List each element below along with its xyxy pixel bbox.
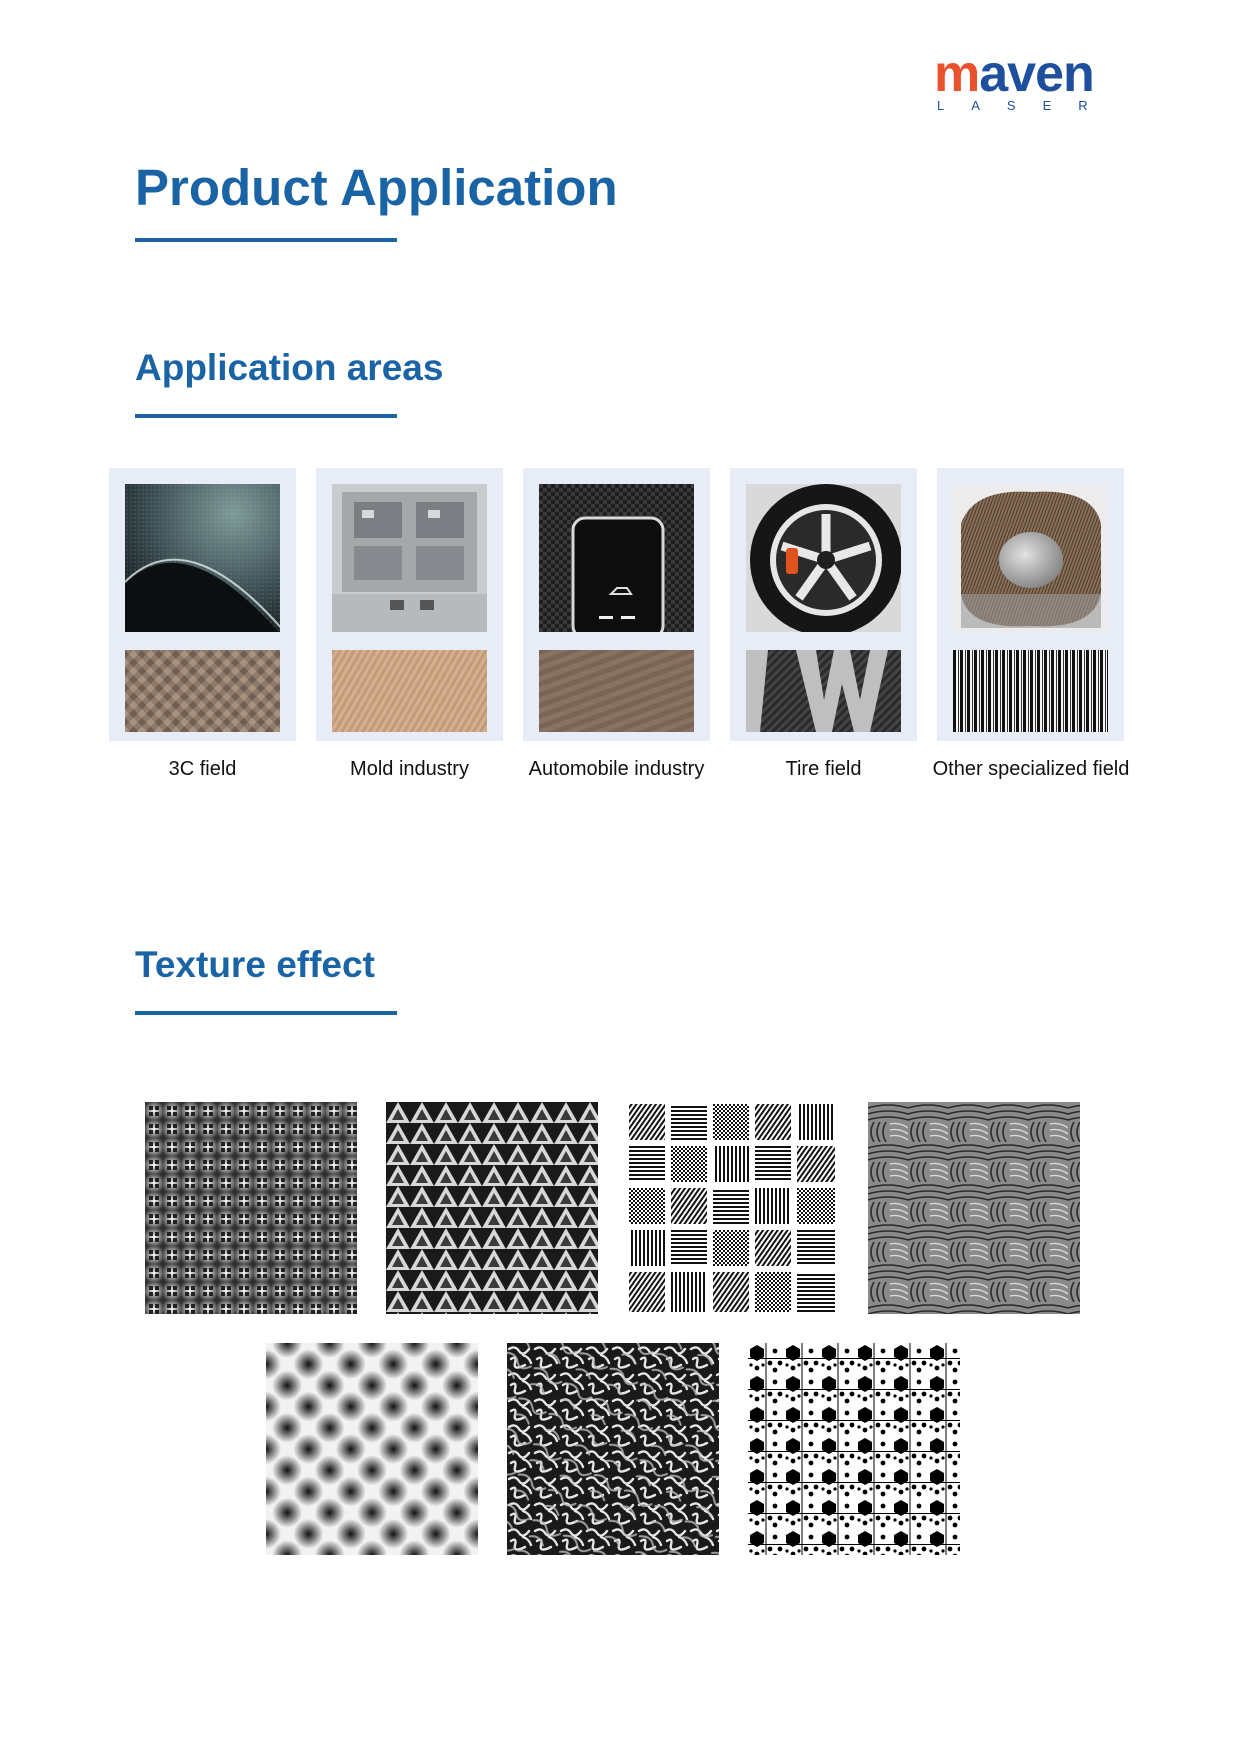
area-card-tire bbox=[730, 468, 917, 741]
area-card-automobile bbox=[523, 468, 710, 741]
caption-tire-field: Tire field bbox=[785, 758, 862, 780]
mold-texture-sample bbox=[332, 650, 487, 732]
title-underline bbox=[135, 238, 397, 242]
caption-automobile-industry: Automobile industry bbox=[528, 758, 705, 780]
texture-sample-hexagon-mesh bbox=[748, 1343, 960, 1555]
application-areas-underline bbox=[135, 414, 397, 418]
automobile-product-photo bbox=[539, 484, 694, 632]
page-title: Product Application bbox=[135, 159, 618, 216]
tire-product-photo bbox=[746, 484, 901, 632]
logo-m-accent: m bbox=[934, 45, 980, 103]
texture-sample-diamond-lattice bbox=[266, 1343, 478, 1555]
logo-subtitle: LASER bbox=[937, 98, 1115, 113]
area-card-mold bbox=[316, 468, 503, 741]
other-product-photo bbox=[953, 484, 1108, 632]
texture-effect-heading: Texture effect bbox=[135, 944, 375, 985]
automobile-texture-sample bbox=[539, 650, 694, 732]
texture-sample-organic-maze bbox=[507, 1343, 719, 1555]
area-card-3c bbox=[109, 468, 296, 741]
tire-texture-sample bbox=[746, 650, 901, 732]
texture-sample-square-grid bbox=[145, 1102, 357, 1314]
texture-sample-triangles bbox=[386, 1102, 598, 1314]
logo-wordmark bbox=[934, 45, 1112, 103]
logo-rest: aven bbox=[979, 45, 1094, 103]
caption-3c-field: 3C field bbox=[168, 758, 237, 780]
texture-sample-woven-lines bbox=[868, 1102, 1080, 1314]
caption-mold-industry: Mold industry bbox=[350, 758, 469, 780]
caption-other-specialized-field: Other specialized field bbox=[932, 758, 1130, 780]
texture-sample-line-patchwork bbox=[627, 1102, 839, 1314]
area-card-other bbox=[937, 468, 1124, 741]
maven-laser-logo bbox=[934, 45, 1115, 113]
application-areas-heading: Application areas bbox=[135, 347, 444, 388]
3c-texture-sample bbox=[125, 650, 280, 732]
3c-product-photo bbox=[125, 484, 280, 632]
mold-product-photo bbox=[332, 484, 487, 632]
other-texture-sample bbox=[953, 650, 1108, 732]
texture-effect-underline bbox=[135, 1011, 397, 1015]
